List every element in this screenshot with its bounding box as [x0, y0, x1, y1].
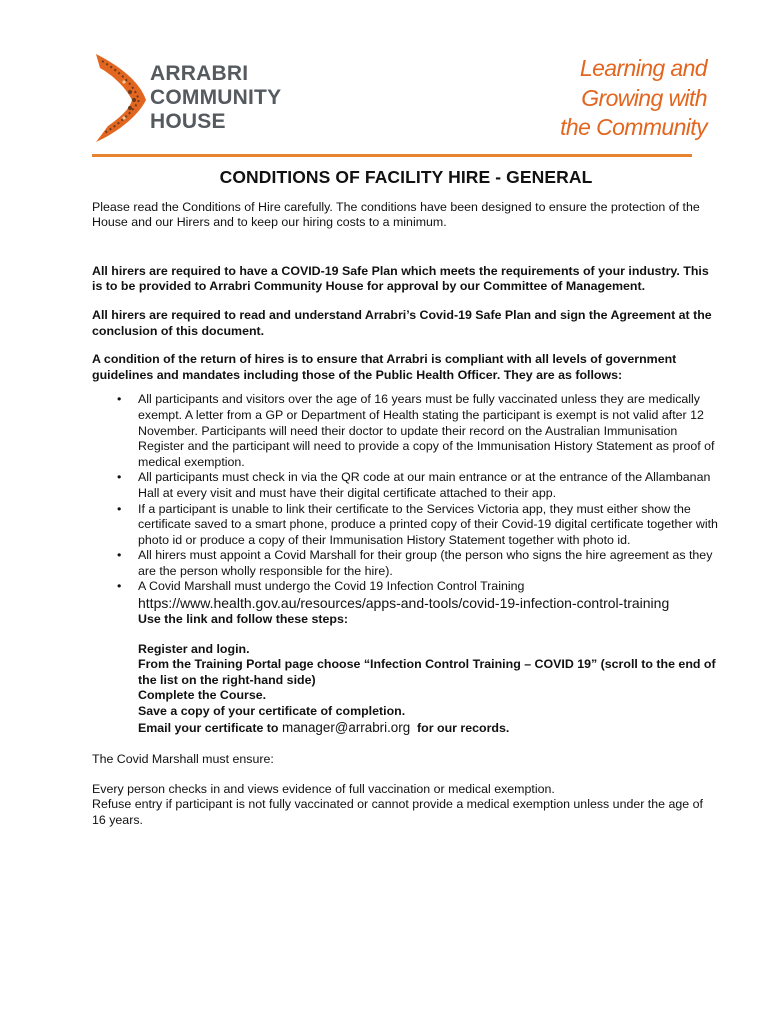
step-item: Complete the Course. — [138, 688, 267, 703]
list-item — [117, 392, 720, 470]
step-item: Save a copy of your certificate of completion. — [138, 704, 406, 719]
list-item-text: If a participant is unable to link their certificate to the Services Victoria app, they must either show the certificate saved to a smart phone, produce a printed copy of their Covid-19 digital certificate together with photo id or produce a copy of their Immunisation History Statement together with photo id. — [138, 501, 718, 547]
list-item-text: All hirers must appoint a Covid Marshall for their group (the person who signs the hire agreement as they are the person wholly responsible for the hire). — [138, 548, 713, 578]
marshall-line: Refuse entry if participant is not fully vaccinated or cannot provide a medical exemption unless under the age of 16 years. — [92, 797, 703, 827]
logo-line: HOUSE — [150, 110, 226, 133]
steps-intro: Use the link and follow these steps: — [138, 612, 348, 627]
tagline-line: Growing with — [581, 84, 707, 111]
email-prefix: Email your certificate to — [138, 720, 279, 735]
list-item-text: A Covid Marshall must undergo the Covid 19 Infection Control Training — [138, 579, 525, 594]
list-item — [117, 501, 720, 549]
step-item: Register and login. — [138, 641, 250, 656]
bullet-icon: • — [117, 470, 122, 485]
bullet-icon: • — [117, 392, 122, 407]
arrabri-logo — [90, 52, 350, 148]
marshall-line: Every person checks in and views evidence of full vaccination or medical exemption. — [92, 781, 555, 796]
email-step — [138, 720, 720, 737]
boomerang-icon — [90, 52, 148, 144]
marshall-heading: The Covid Marshall must ensure: — [92, 752, 274, 767]
tagline — [560, 54, 707, 143]
logo-line: ARRABRI — [150, 62, 249, 85]
bullet-icon: • — [117, 501, 122, 516]
list-item-text: All participants must check in via the QR code at our main entrance or at the entrance of the Allambanan Hall at every visit and must have their digital certificate attached to their app. — [138, 470, 711, 500]
email-link[interactable]: manager@arrabri.org — [281, 719, 411, 735]
tagline-line: the Community — [560, 114, 707, 140]
list-item-text: All participants and visitors over the age of 16 years must be fully vaccinated unless they are medically exempt. A letter from a GP or Department of Health stating the participant is exempt is not valid after 12 November. Participants will need their doctor to update their record on the Australian Immunisation Register and the participant will need to provide a copy of the Immunisation History Statement as proof of medical exemption. — [138, 392, 715, 469]
email-suffix: for our records. — [417, 720, 510, 735]
header-divider — [92, 154, 692, 157]
list-item — [117, 579, 720, 736]
document-title: CONDITIONS OF FACILITY HIRE - GENERAL — [219, 167, 593, 187]
conditions-list — [92, 392, 720, 736]
bullet-icon: • — [117, 548, 122, 563]
intro-paragraph: Please read the Conditions of Hire carefully. The conditions have been designed to ensure the protection of the House and our Hirers and to keep our hiring costs to a minimum. — [92, 199, 700, 230]
logo-wordmark — [150, 62, 281, 134]
steps-list — [138, 642, 720, 737]
training-link[interactable]: https://www.health.gov.au/resources/apps-and-tools/covid-19-infection-control-training — [138, 595, 670, 612]
step-item: From the Training Portal page choose “Infection Control Training – COVID 19” (scroll to the end of the list on the right-hand side) — [138, 657, 716, 687]
logo-line: COMMUNITY — [150, 86, 282, 109]
document-body — [92, 167, 720, 829]
condition-paragraph: A condition of the return of hires is to ensure that Arrabri is compliant with all levels of government guidelines and mandates including those of the Public Health Officer. They are as follows: — [92, 352, 677, 382]
list-item — [117, 548, 720, 579]
safe-plan-paragraph: All hirers are required to have a COVID-19 Safe Plan which meets the requirements of your industry. This is to be provided to Arrabri Community House for approval by our Committee of Management. — [92, 263, 709, 294]
tagline-line: Learning and — [579, 55, 707, 81]
read-plan-paragraph: All hirers are required to read and understand Arrabri’s Covid-19 Safe Plan and sign the Agreement at the conclusion of this document. — [92, 307, 712, 338]
bullet-icon: • — [117, 579, 122, 594]
list-item — [117, 470, 720, 501]
